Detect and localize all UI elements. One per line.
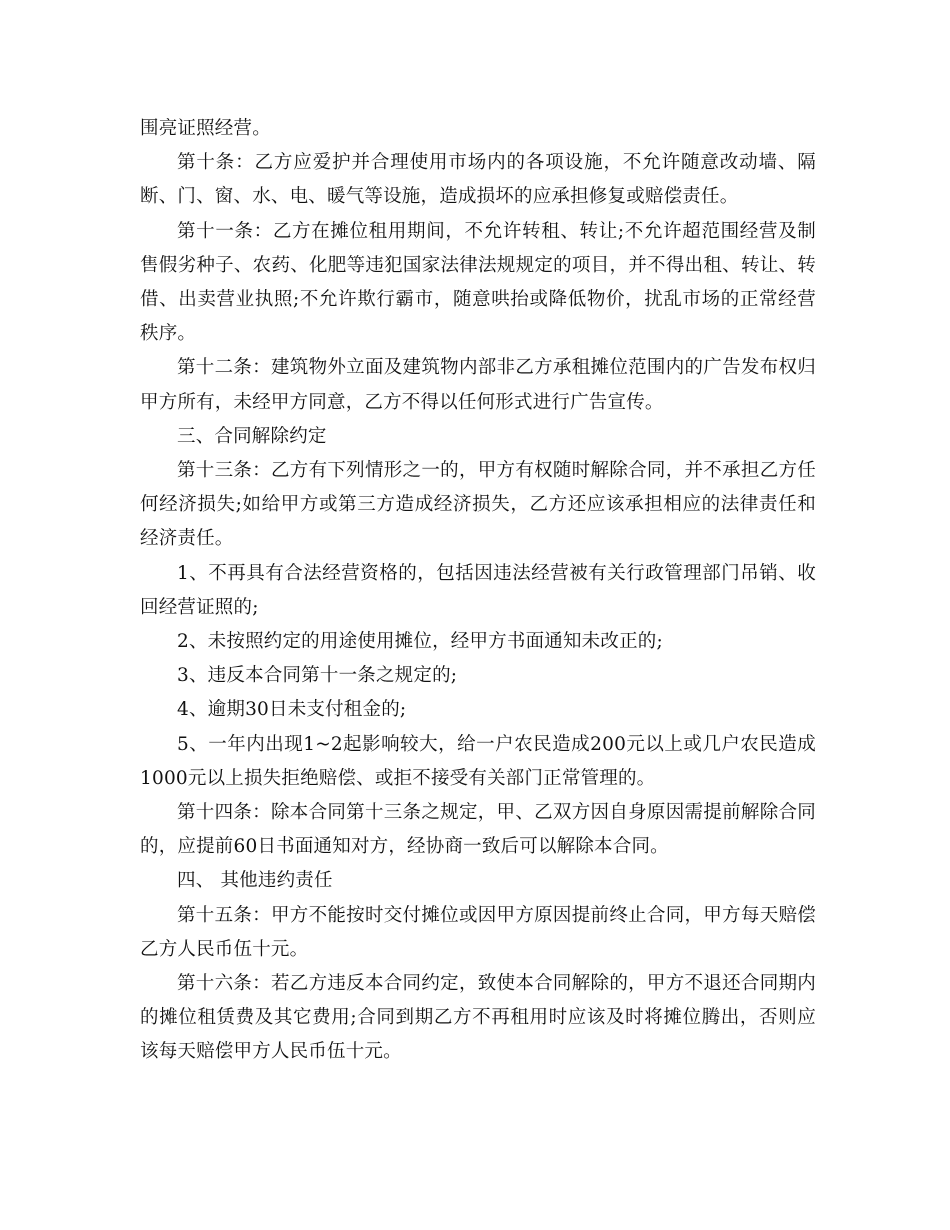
article-12: 第十二条：建筑物外立面及建筑物内部非乙方承租摊位范围内的广告发布权归甲方所有，未经甲方同意，乙方不得以任何形式进行广告宣传。 [140, 357, 816, 413]
document-body [140, 112, 816, 1070]
paragraph-continuation: 围亮证照经营。 [140, 118, 271, 139]
section-heading-termination: 三、合同解除约定 [177, 425, 327, 447]
article-13-item-5: 5、一年内出现1~2起影响较大，给一户农民造成200元以上或几户农民造成1000元以上损失拒绝赔偿、或拒不接受有关部门正常管理的。 [140, 733, 816, 789]
article-16: 第十六条：若乙方违反本合同约定，致使本合同解除的，甲方不退还合同期内的摊位租赁费及其它费用;合同到期乙方不再租用时应该及时将摊位腾出，否则应该每天赔偿甲方人民币伍十元。 [140, 973, 816, 1063]
article-13-item-2: 2、未按照约定的用途使用摊位，经甲方书面通知未改正的; [177, 631, 663, 653]
article-14: 第十四条：除本合同第十三条之规定，甲、乙双方因自身原因需提前解除合同的，应提前60日书面通知对方，经协商一致后可以解除本合同。 [140, 802, 816, 858]
section-heading-other-breach: 四、 其他违约责任 [177, 870, 333, 892]
article-13-item-3: 3、违反本合同第十一条之规定的; [177, 665, 458, 687]
article-13-item-1: 1、不再具有合法经营资格的，包括因违法经营被有关行政管理部门吊销、收回经营证照的; [140, 562, 816, 618]
article-10: 第十条：乙方应爱护并合理使用市场内的各项设施，不允许随意改动墙、隔断、门、窗、水、电、暖气等设施，造成损坏的应承担修复或赔偿责任。 [140, 152, 816, 208]
article-13-item-4: 4、逾期30日未支付租金的; [177, 699, 407, 721]
article-11: 第十一条：乙方在摊位租用期间，不允许转租、转让;不允许超范围经营及制售假劣种子、农药、化肥等违犯国家法律法规规定的项目，并不得出租、转让、转借、出卖营业执照;不允许欺行霸市，随意哄抬或降低物价，扰乱市场的正常经营秩序。 [140, 220, 816, 345]
article-15: 第十五条：甲方不能按时交付摊位或因甲方原因提前终止合同，甲方每天赔偿乙方人民币伍十元。 [140, 904, 816, 960]
article-13: 第十三条：乙方有下列情形之一的，甲方有权随时解除合同，并不承担乙方任何经济损失;如给甲方或第三方造成经济损失，乙方还应该承担相应的法律责任和经济责任。 [140, 460, 816, 550]
